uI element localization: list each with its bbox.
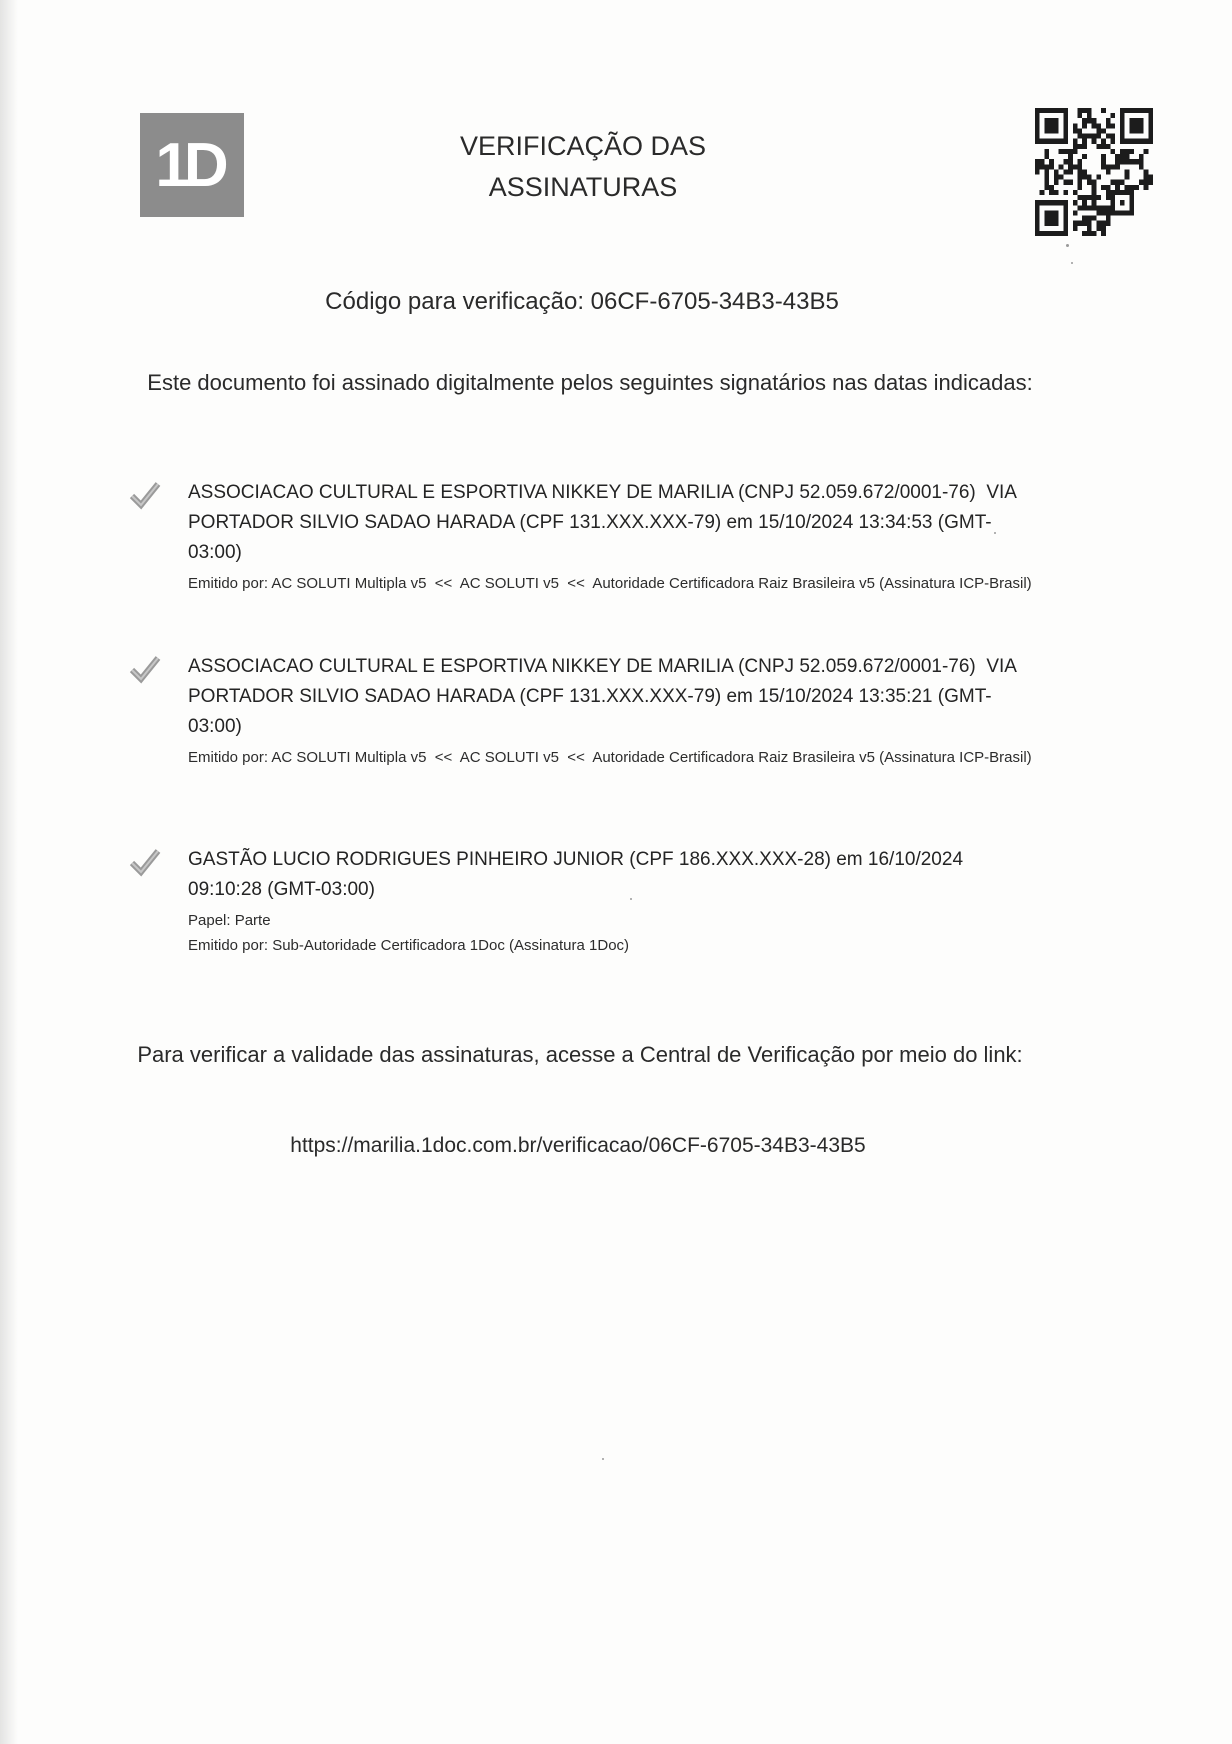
1doc-logo [140, 113, 244, 217]
check-icon [128, 654, 162, 684]
qr-code [1035, 108, 1153, 236]
scan-edge-shadow [0, 0, 18, 1744]
verify-instruction: Para verificar a validade das assinaturas, acesse a Central de Verificação por meio do link: [137, 1042, 1023, 1067]
page-title-line1: VERIFICAÇÃO DAS [459, 131, 707, 161]
intro-text: Este documento foi assinado digitalmente pelos seguintes signatários nas datas indicadas: [147, 370, 1033, 395]
scan-speckle [994, 532, 996, 534]
signer-role: Papel: Parte [188, 912, 271, 929]
signer-name-and-date: GASTÃO LUCIO RODRIGUES PINHEIRO JUNIOR (CPF 186.XXX.XXX-28) em 16/10/2024 09:10:28 (GMT-03:00) [188, 849, 969, 900]
1doc-logo-glyph: 1D [155, 130, 223, 200]
signer-name-and-date: ASSOCIACAO CULTURAL E ESPORTIVA NIKKEY DE MARILIA (CNPJ 52.059.672/0001-76) VIA PORTADOR SILVIO SADAO HARADA (CPF 131.XXX.XXX-79) em 15/10/2024 13:35:21 (GMT-03:00) [188, 656, 1022, 737]
verification-url: https://marilia.1doc.com.br/verificacao/06CF-6705-34B3-43B5 [290, 1134, 866, 1157]
check-icon [128, 480, 162, 510]
signer-name-and-date: ASSOCIACAO CULTURAL E ESPORTIVA NIKKEY DE MARILIA (CNPJ 52.059.672/0001-76) VIA PORTADOR SILVIO SADAO HARADA (CPF 131.XXX.XXX-79) em 15/10/2024 13:34:53 (GMT-03:00) [188, 482, 1022, 563]
verification-code: Código para verificação: 06CF-6705-34B3-43B5 [325, 288, 839, 315]
scan-speckle [1066, 244, 1069, 247]
scan-speckle [1071, 262, 1073, 264]
page-title [383, 126, 783, 208]
scan-speckle [602, 1458, 604, 1460]
scan-speckle [630, 898, 632, 900]
qr-code-image [1035, 108, 1153, 236]
page-title-line2: ASSINATURAS [488, 172, 678, 202]
issued-by: Emitido por: AC SOLUTI Multipla v5 << AC SOLUTI v5 << Autoridade Certificadora Raiz Brasileira v5 (Assinatura ICP-Brasil) [188, 575, 1032, 592]
check-icon [128, 847, 162, 877]
issued-by: Emitido por: AC SOLUTI Multipla v5 << AC SOLUTI v5 << Autoridade Certificadora Raiz Brasileira v5 (Assinatura ICP-Brasil) [188, 749, 1032, 766]
issued-by: Emitido por: Sub-Autoridade Certificadora 1Doc (Assinatura 1Doc) [188, 937, 630, 954]
